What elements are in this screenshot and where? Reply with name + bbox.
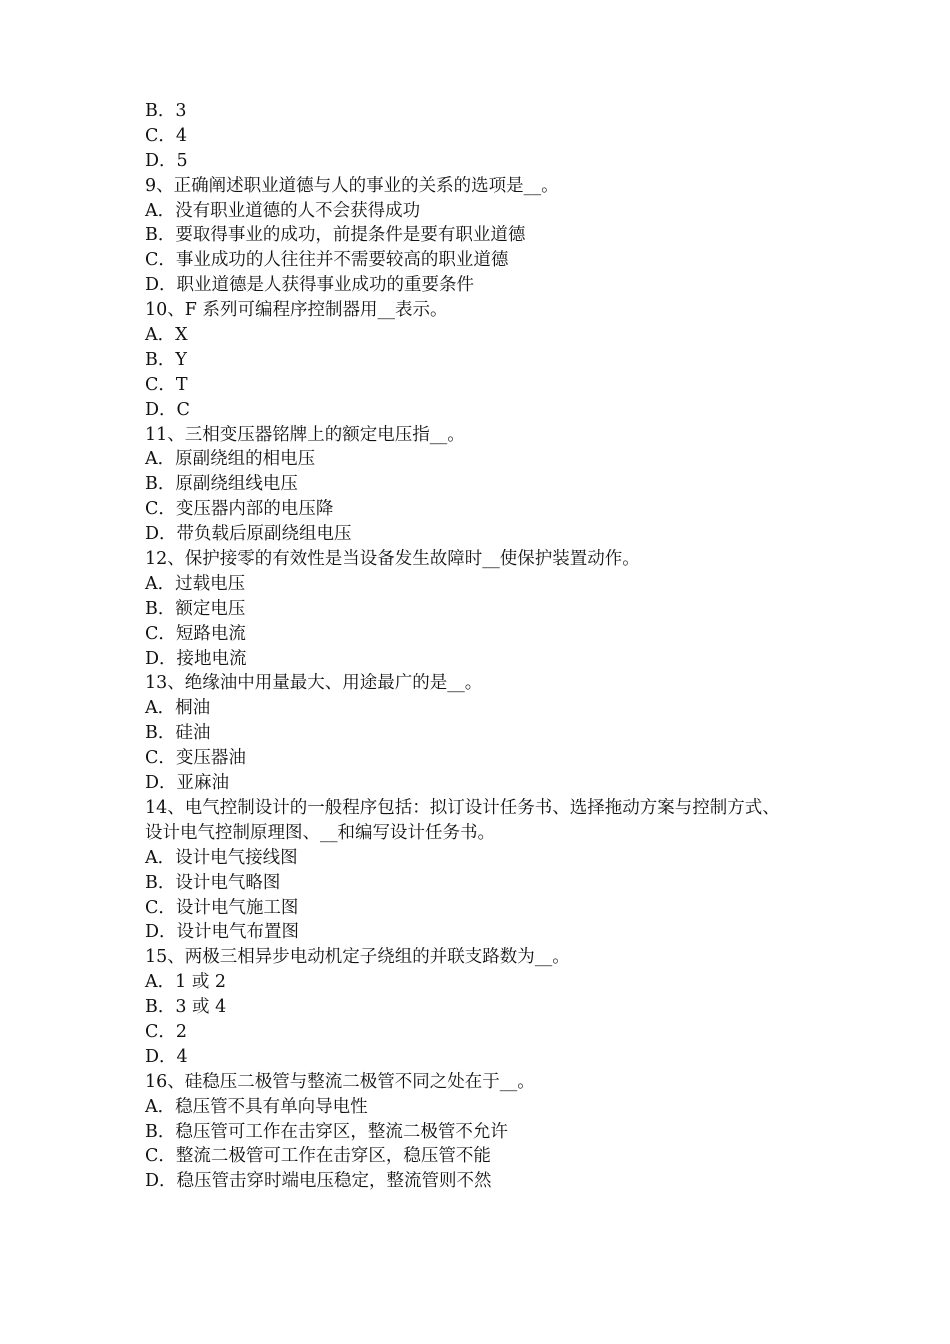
option-c-q15: C．2	[145, 1021, 188, 1042]
option-d-q8: D．5	[145, 150, 188, 171]
question-9: 9、正确阐述职业道德与人的事业的关系的选项是__。	[145, 175, 559, 196]
option-d-q13: D．亚麻油	[145, 773, 230, 794]
option-d-q12: D．接地电流	[145, 648, 247, 669]
option-d-q15: D．4	[145, 1046, 188, 1067]
option-c-q12: C．短路电流	[145, 623, 246, 644]
question-11: 11、三相变压器铭牌上的额定电压指__。	[145, 424, 465, 445]
question-14-continued: 设计电气控制原理图、__和编写设计任务书。	[145, 822, 495, 843]
option-d-q11: D．带负载后原副绕组电压	[145, 524, 352, 545]
option-b-q11: B．原副绕组线电压	[145, 474, 298, 495]
option-a-q13: A．桐油	[145, 698, 211, 719]
option-c-q10: C．T	[145, 374, 188, 395]
question-16: 16、硅稳压二极管与整流二极管不同之处在于__。	[145, 1071, 535, 1092]
option-d-q16: D．稳压管击穿时端电压稳定，整流管则不然	[145, 1171, 492, 1192]
option-a-q11: A．原副绕组的相电压	[145, 449, 316, 470]
option-c-q14: C．设计电气施工图	[145, 897, 299, 918]
option-a-q16: A．稳压管不具有单向导电性	[145, 1096, 368, 1117]
option-d-q10: D．C	[145, 399, 190, 420]
option-b-q13: B．硅油	[145, 723, 211, 744]
option-b-q12: B．额定电压	[145, 598, 246, 619]
option-b-q9: B．要取得事业的成功，前提条件是要有职业道德	[145, 225, 526, 246]
question-13: 13、绝缘油中用量最大、用途最广的是__。	[145, 673, 483, 694]
option-b-q14: B．设计电气略图	[145, 872, 281, 893]
option-d-q14: D．设计电气布置图	[145, 922, 300, 943]
option-c-q13: C．变压器油	[145, 748, 246, 769]
question-10: 10、F 系列可编程序控制器用__表示。	[145, 300, 448, 321]
question-14: 14、电气控制设计的一般程序包括：拟订设计任务书、选择拖动方案与控制方式、	[145, 797, 780, 818]
option-d-q9: D．职业道德是人获得事业成功的重要条件	[145, 275, 475, 296]
option-b-q16: B．稳压管可工作在击穿区，整流二极管不允许	[145, 1121, 508, 1142]
option-a-q15: A．1 或 2	[145, 972, 227, 993]
option-a-q12: A．过载电压	[145, 573, 246, 594]
question-12: 12、保护接零的有效性是当设备发生故障时__使保护装置动作。	[145, 549, 640, 570]
option-c-q16: C．整流二极管可工作在击穿区，稳压管不能	[145, 1146, 491, 1167]
option-b-q10: B．Y	[145, 349, 187, 370]
option-a-q14: A．设计电气接线图	[145, 847, 298, 868]
question-15: 15、两极三相异步电动机定子绕组的并联支路数为__。	[145, 947, 570, 968]
option-c-q11: C．变压器内部的电压降	[145, 499, 334, 520]
option-a-q9: A．没有职业道德的人不会获得成功	[145, 200, 421, 221]
option-c-q9: C．事业成功的人往往并不需要较高的职业道德	[145, 250, 509, 271]
option-b-q8: B．3	[145, 101, 187, 121]
option-a-q10: A．X	[145, 325, 188, 346]
option-c-q8: C．4	[145, 125, 188, 146]
document-page	[145, 99, 825, 1194]
option-b-q15: B．3 或 4	[145, 997, 227, 1018]
